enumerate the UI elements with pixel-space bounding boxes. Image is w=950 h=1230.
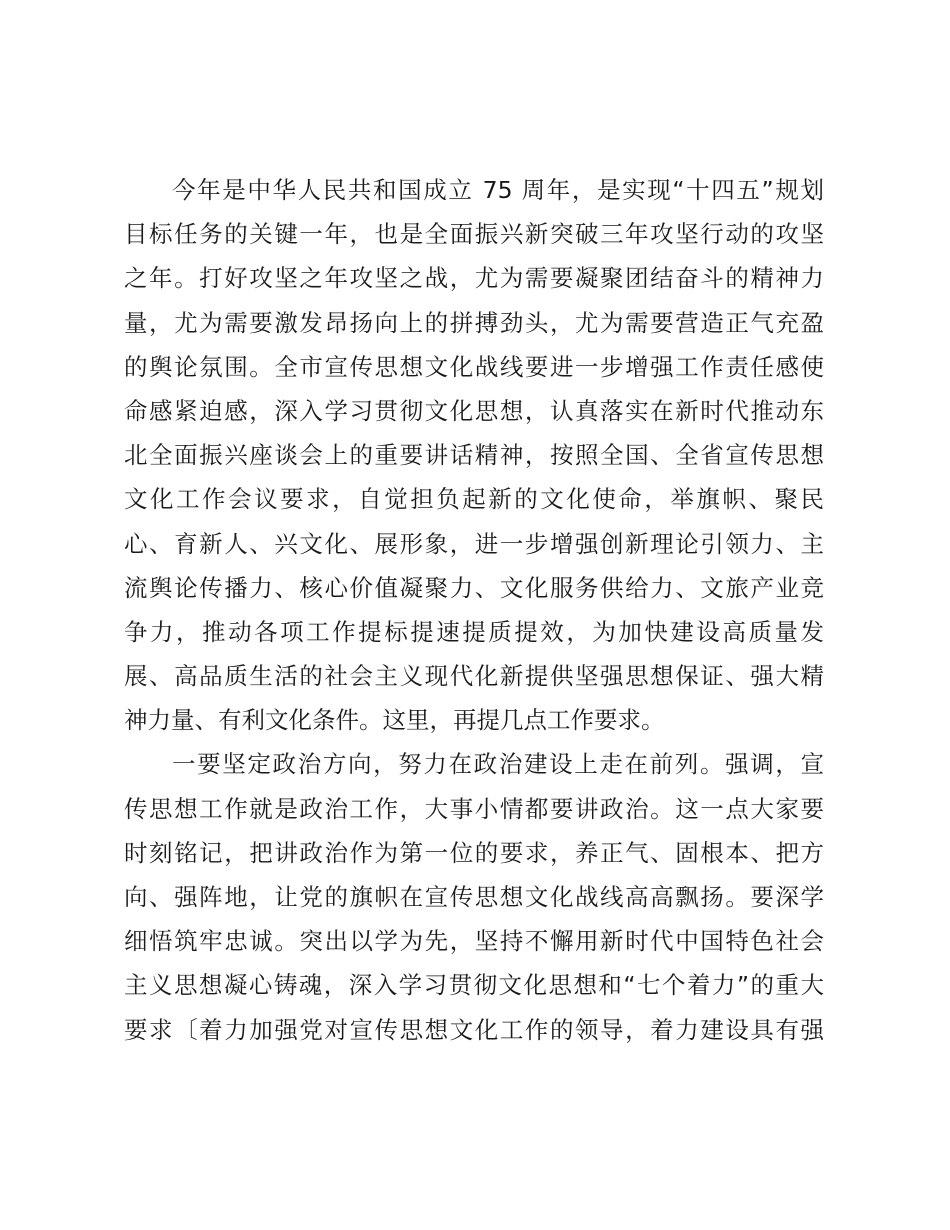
document-body (124, 168, 824, 1052)
paragraph-1-line-4: 量，尤为需要激发昂扬向上的拼搏劲头，尤为需要营造正气充盈 (124, 308, 824, 337)
paragraph-1-line-11: 争力，推动各项工作提标提速提质提效，为加快建设高质量发 (124, 617, 824, 646)
paragraph-2-line-3: 时刻铭记，把讲政治作为第一位的要求，养正气、固根本、把方 (124, 838, 824, 867)
paragraph-1-line-6: 命感紧迫感，深入学习贯彻文化思想，认真落实在新时代推动东 (124, 396, 824, 425)
paragraph-2-line-4: 向、强阵地，让党的旗帜在宣传思想文化战线高高飘扬。要深学 (124, 883, 824, 911)
paragraph-1-line-1: 今年是中华人民共和国成立 75 周年，是实现“十四五”规划 (172, 176, 824, 204)
paragraph-1-line-12: 展、高品质生活的社会主义现代化新提供坚强思想保证、强大精 (124, 662, 824, 691)
paragraph-2-line-2: 传思想工作就是政治工作，大事小情都要讲政治。这一点大家要 (124, 794, 824, 823)
paragraph-1-line-7: 北全面振兴座谈会上的重要讲话精神，按照全国、全省宣传思想 (124, 441, 824, 470)
paragraph-2-line-1: 一要坚定政治方向，努力在政治建设上走在前列。强调，宣 (172, 750, 824, 779)
paragraph-1-line-10: 流舆论传播力、核心价值凝聚力、文化服务供给力、文旅产业竞 (124, 573, 824, 602)
paragraph-2-line-6: 主义思想凝心铸魂，深入学习贯彻文化思想和“七个着力”的重大 (124, 971, 824, 1000)
paragraph-1-line-8: 文化工作会议要求，自觉担负起新的文化使命，举旗帜、聚民 (124, 485, 824, 514)
paragraph-2-line-5: 细悟筑牢忠诚。突出以学为先，坚持不懈用新时代中国特色社会 (124, 927, 824, 956)
paragraph-1-line-13: 神力量、有利文化条件。这里，再提几点工作要求。 (124, 706, 665, 735)
paragraph-1-line-5: 的舆论氛围。全市宣传思想文化战线要进一步增强工作责任感使 (124, 352, 824, 381)
paragraph-1-line-3: 之年。打好攻坚之年攻坚之战，尤为需要凝聚团结奋斗的精神力 (124, 264, 824, 293)
paragraph-1-line-2: 目标任务的关键一年，也是全面振兴新突破三年攻坚行动的攻坚 (124, 220, 824, 249)
paragraph-1-line-9: 心、育新人、兴文化、展形象，进一步增强创新理论引领力、主 (124, 529, 824, 558)
paragraph-2-line-7: 要求〔着力加强党对宣传思想文化工作的领导，着力建设具有强 (124, 1015, 824, 1044)
